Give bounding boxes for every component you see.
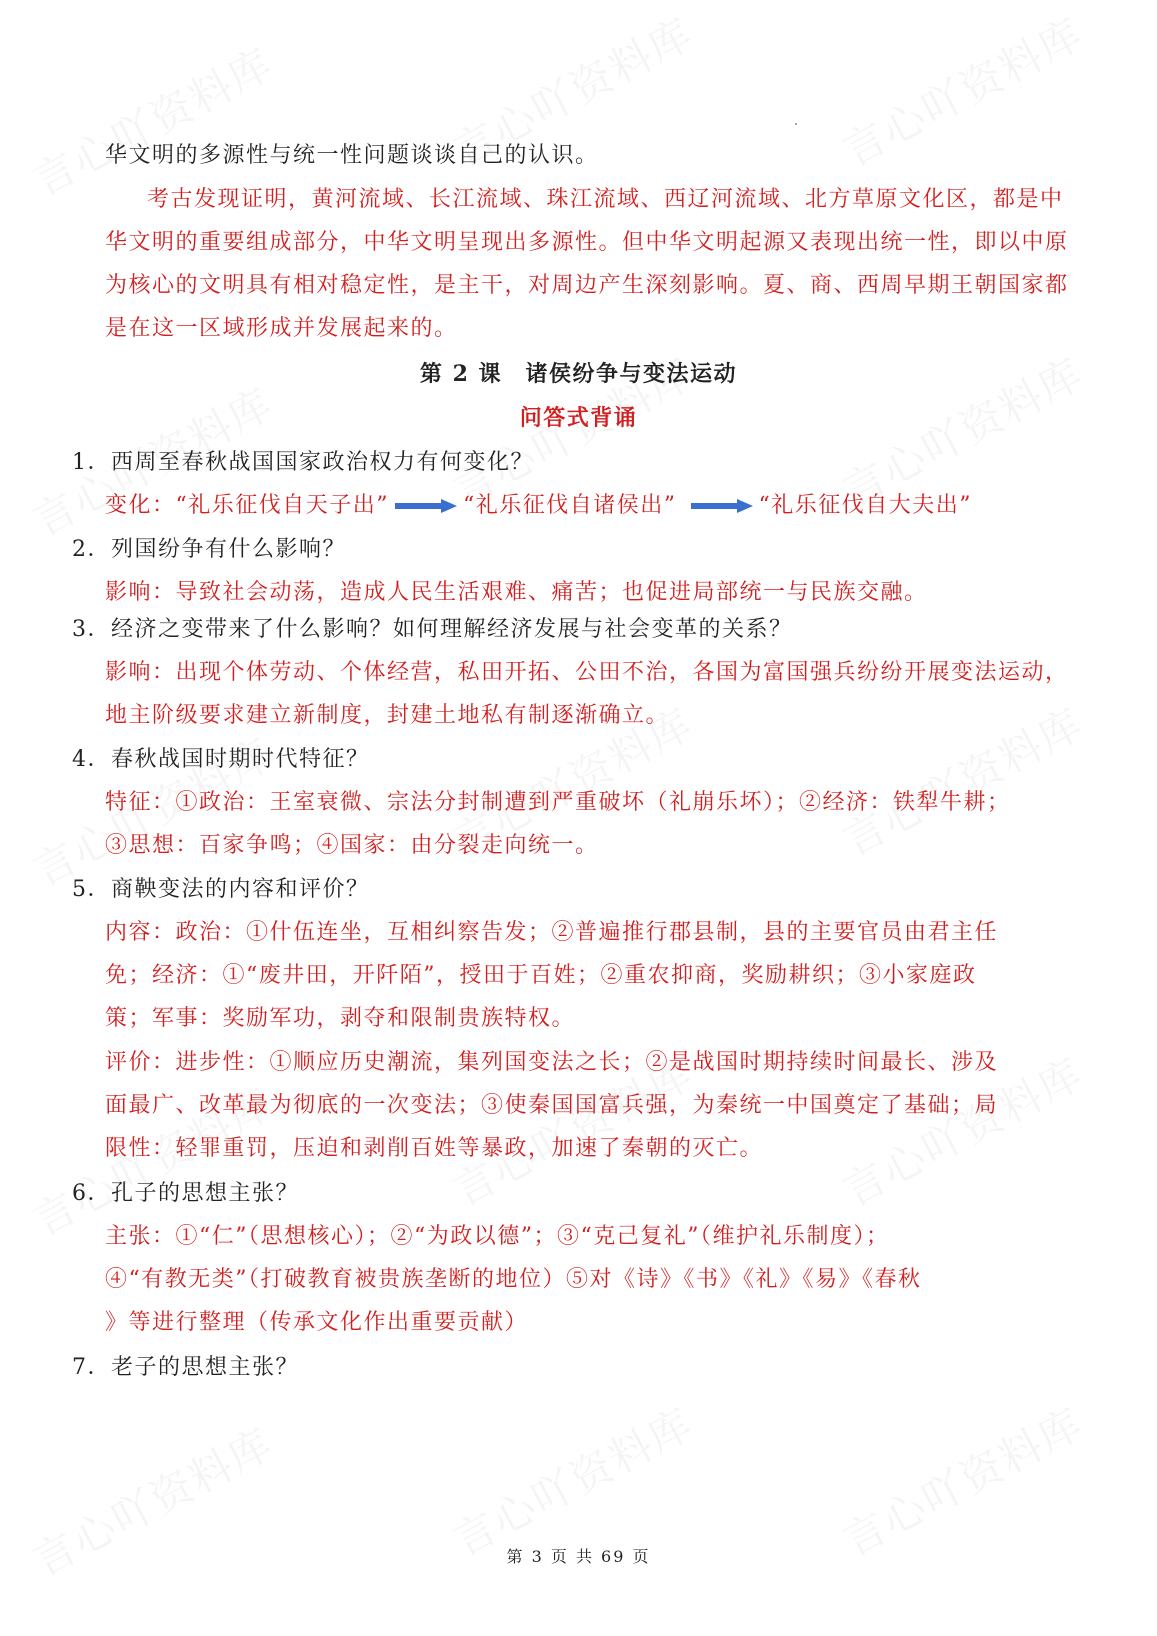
answer-1-start: 变化：“礼乐征伐自天子出” — [105, 493, 389, 518]
answer-6-line: ④“有教无类”（打破教育被贵族垄断的地位）⑤对《诗》《书》《礼》《易》《春秋 — [105, 1267, 922, 1292]
watermark — [441, 1392, 702, 1569]
question-2: 2．列国纷争有什么影响？ — [72, 537, 346, 562]
intro-question-tail: 华文明的多源性与统一性问题谈谈自己的认识。 — [105, 143, 599, 168]
answer-3-line: 影响：出现个体劳动、个体经营，私田开拓、公田不治，各国为富国强兵纷纷开展变法运动， — [105, 660, 1069, 685]
question-4: 4．春秋战国时期时代特征？ — [72, 747, 370, 772]
answer-6-line: 》等进行整理（传承文化作出重要贡献） — [105, 1310, 529, 1335]
answer-2: 影响：导致社会动荡，造成人民生活艰难、痛苦；也促进局部统一与民族交融。 — [105, 580, 928, 605]
answer-5-evaluation-line: 评价：进步性：①顺应历史潮流，集列国变法之长；②是战国时期持续时间最长、涉及 — [105, 1050, 999, 1075]
answer-5-content-line: 内容：政治：①什伍连坐，互相纠察告发；②普遍推行郡县制，县的主要官员由君主任 — [105, 920, 999, 945]
right-arrow-icon — [691, 499, 753, 513]
lesson-title: 第 2 课 诸侯纷争与变法运动 — [419, 361, 738, 387]
question-1: 1．西周至春秋战国国家政治权力有何变化？ — [72, 450, 534, 475]
page-number-footer: 第 3 页 共 69 页 — [506, 1547, 651, 1566]
right-arrow-icon — [395, 499, 457, 513]
watermark — [831, 1392, 1092, 1569]
section-title: 问答式背诵 — [519, 405, 638, 431]
answer-3-line: 地主阶级要求建立新制度，封建土地私有制逐渐确立。 — [105, 703, 670, 728]
answer-5-evaluation-line: 限性：轻罪重罚，压迫和剥削百姓等暴政，加速了秦朝的灭亡。 — [105, 1136, 764, 1161]
answer-4-line: 特征：①政治：王室衰微、宗法分封制遭到严重破坏（礼崩乐坏）；②经济：铁犁牛耕； — [105, 790, 1011, 815]
question-7: 7．老子的思想主张？ — [72, 1355, 299, 1380]
answer-5-evaluation-line: 面最广、改革最为彻底的一次变法；③使秦国国富兵强，为秦统一中国奠定了基础；局 — [105, 1093, 999, 1118]
answer-1 — [105, 491, 1055, 521]
answer-5-content-line: 策；军事：奖励军功，剥夺和限制贵族特权。 — [105, 1006, 576, 1031]
question-5: 5．商鞅变法的内容和评价？ — [72, 877, 370, 902]
answer-5-content-line: 免；经济：①“废井田，开阡陌”，授田于百姓；②重农抑商，奖励耕织；③小家庭政 — [105, 963, 977, 988]
intro-answer-line: 为核心的文明具有相对稳定性，是主干，对周边产生深刻影响。夏、商、西周早期王朝国家都 — [105, 273, 1069, 298]
answer-6-line: 主张：①“仁”（思想核心）；②“为政以德”；③“克己复礼”（维护礼乐制度）； — [105, 1224, 890, 1249]
question-6: 6．孔子的思想主张？ — [72, 1181, 299, 1206]
answer-4-line: ③思想：百家争鸣；④国家：由分裂走向统一。 — [105, 833, 599, 858]
answer-1-middle: “礼乐征伐自诸侯出” — [463, 493, 677, 518]
intro-answer-line: 华文明的重要组成部分，中华文明呈现出多源性。但中华文明起源又表现出统一性，即以中原 — [105, 230, 1069, 255]
stray-dot — [795, 123, 797, 125]
answer-1-end: “礼乐征伐自大夫出” — [758, 493, 972, 518]
question-3: 3．经济之变带来了什么影响？如何理解经济发展与社会变革的关系？ — [72, 617, 793, 642]
intro-answer-line: 是在这一区域形成并发展起来的。 — [105, 316, 458, 341]
intro-answer-line: 考古发现证明，黄河流域、长江流域、珠江流域、西辽河流域、北方草原文化区，都是中 — [147, 187, 1064, 212]
watermark — [21, 32, 282, 209]
